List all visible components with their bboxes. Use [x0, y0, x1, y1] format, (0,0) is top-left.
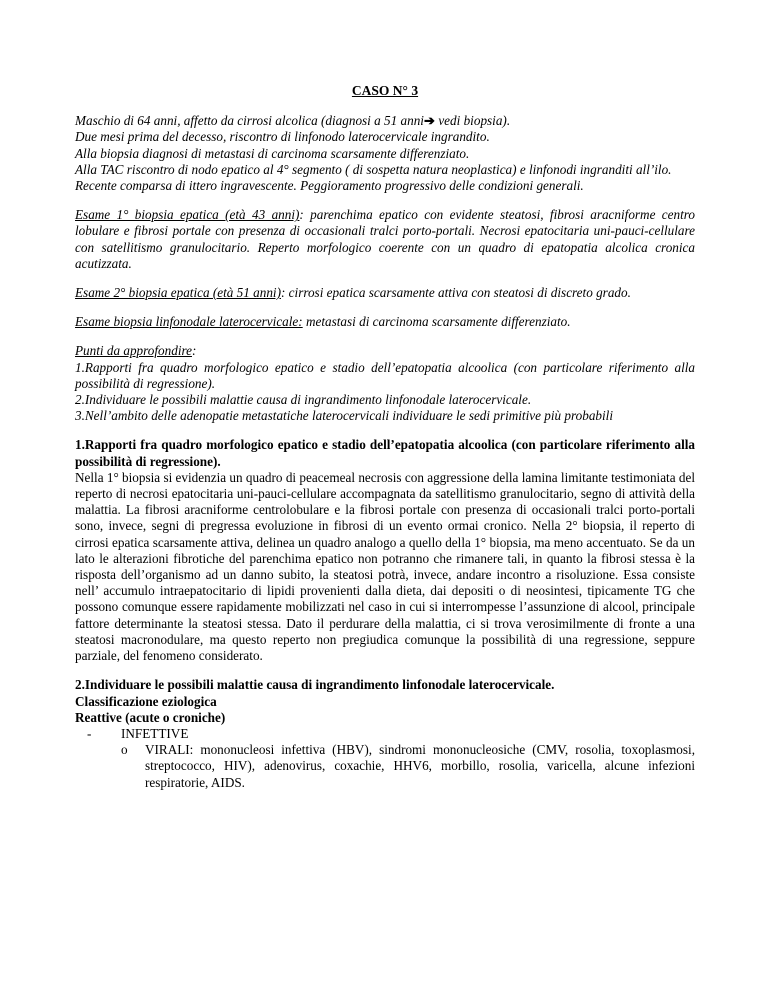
arrow-right-icon: ➔: [423, 113, 436, 129]
exam-2-label: Esame 2° biopsia epatica (età 51 anni): [75, 285, 281, 301]
exam-3-paragraph: Esame biopsia linfonodale laterocervicale: metastasi di carcinoma scarsamente differenziato.: [75, 314, 571, 330]
section-2-subheading-2: Reattive (acute o croniche): [75, 709, 226, 725]
exam-2-paragraph: Esame 2° biopsia epatica (età 51 anni): cirrosi epatica scarsamente attiva con steatosi di discreto grado.: [75, 285, 631, 301]
dash-bullet: -: [87, 725, 92, 741]
sub-list-item: [75, 742, 695, 791]
exam-1-paragraph: Esame 1° biopsia epatica (età 43 anni): parenchima epatico con evidente steatosi, fibrosi aracniforme centro lobulare e fibrosi portale con presenza di occasionali tralci porto-portali. Necrosi epatocitaria uni-pauci-cellulare con satellitismo granulocitario. Reperto morfologico coerente con un quadro di epatopatia alcolica cronica acutizzata.: [75, 207, 695, 271]
circle-bullet: o: [121, 742, 128, 758]
list-item: [75, 726, 695, 742]
intro-line-1: Maschio di 64 anni, affetto da cirrosi alcolica (diagnosi a 51 anni➔ vedi biopsia).: [75, 113, 511, 129]
intro-line-2: Due mesi prima del decesso, riscontro di linfonodo laterocervicale ingrandito.: [75, 129, 490, 145]
list-item-label: INFETTIVE: [121, 725, 189, 741]
points-heading: Punti da approfondire:: [75, 343, 197, 359]
intro-line-4: Alla TAC riscontro di nodo epatico al 4° segmento ( di sospetta natura neoplastica) e linfonodi ingranditi all’ilo.: [75, 161, 672, 177]
section-2-heading: 2.Individuare le possibili malattie causa di ingrandimento linfonodale laterocervicale.: [75, 677, 555, 693]
point-item-1: 1.Rapporti fra quadro morfologico epatico e stadio dell’epatopatia alcoolica (con particolare riferimento alla possibilità di regressione).: [75, 359, 695, 391]
section-1-body: Nella 1° biopsia si evidenzia un quadro di peacemeal necrosis con aggressione della lamina limitante testimoniata del reperto di necrosi epatocitaria uni-pauci-cellulare accompagnata da satellitismo granulocitario, segno di attività della malattia. La fibrosi aracniforme centrolobulare e la fibrosi portale con presenza di occasionali tralci porto-portali sono, invece, segni di pregressa evoluzione in fibrosi di un evento ormai cronico. Nella 2° biopsia, il reperto di cirrosi epatica scarsamente attiva, delinea un quadro analogo a quello della 1° biopsia, ma meno accentuato. Se da un lato le alterazioni fibrotiche del parenchima epatico non potranno che rimanere tali, in quanto la fibrosi stessa è la risposta dell’organismo ad un danno subito, la steatosi potrà, invece, andare incontro a risoluzione. Essa consiste nell’ accumulo intraepatocitario di lipidi provenienti dalla dieta, dai depositi o di neosintesi, tipicamente TG che possono comunque essere rapidamente mobilizzati nel caso in cui si interrompesse l’assunzione di alcool, principale fattore determinante la steatosi stessa. Dato il perdurare della malattia, ci si trova verosimilmente di fronte a una steatosi macronodulare, ma questo reperto non pregiudica comunque la possibilità di una regressione, seppure parziale, del fenomeno considerato.: [75, 469, 695, 664]
document-page: [75, 83, 695, 791]
intro-line-3: Alla biopsia diagnosi di metastasi di carcinoma scarsamente differenziato.: [75, 145, 470, 161]
points-section: [75, 343, 695, 424]
exam-1-label: Esame 1° biopsia epatica (età 43 anni): [75, 207, 300, 223]
document-title: CASO N° 3: [351, 83, 419, 98]
section-1-heading: 1.Rapporti fra quadro morfologico epatico e stadio dell’epatopatia alcoolica (con particolare riferimento alla possibilità di regressione).: [75, 437, 695, 469]
case-intro: [75, 113, 695, 194]
intro-line-5: Recente comparsa di ittero ingravescente. Peggioramento progressivo delle condizioni generali.: [75, 178, 584, 194]
exam-3-label: Esame biopsia linfonodale laterocervicale:: [75, 314, 303, 330]
point-item-3: 3.Nell’ambito delle adenopatie metastatiche laterocervicali individuare le sedi primitive più probabili: [75, 408, 614, 424]
sub-list-item-text: VIRALI: mononucleosi infettiva (HBV), sindromi mononucleosiche (CMV, rosolia, toxoplasmosi, streptococco, HIV), adenovirus, coxachie, HHV6, morbillo, rosolia, varicella, alcune infezioni respiratorie, AIDS.: [145, 742, 695, 790]
section-2-subheading-1: Classificazione eziologica: [75, 693, 217, 709]
point-item-2: 2.Individuare le possibili malattie causa di ingrandimento linfonodale laterocervicale.: [75, 392, 532, 408]
